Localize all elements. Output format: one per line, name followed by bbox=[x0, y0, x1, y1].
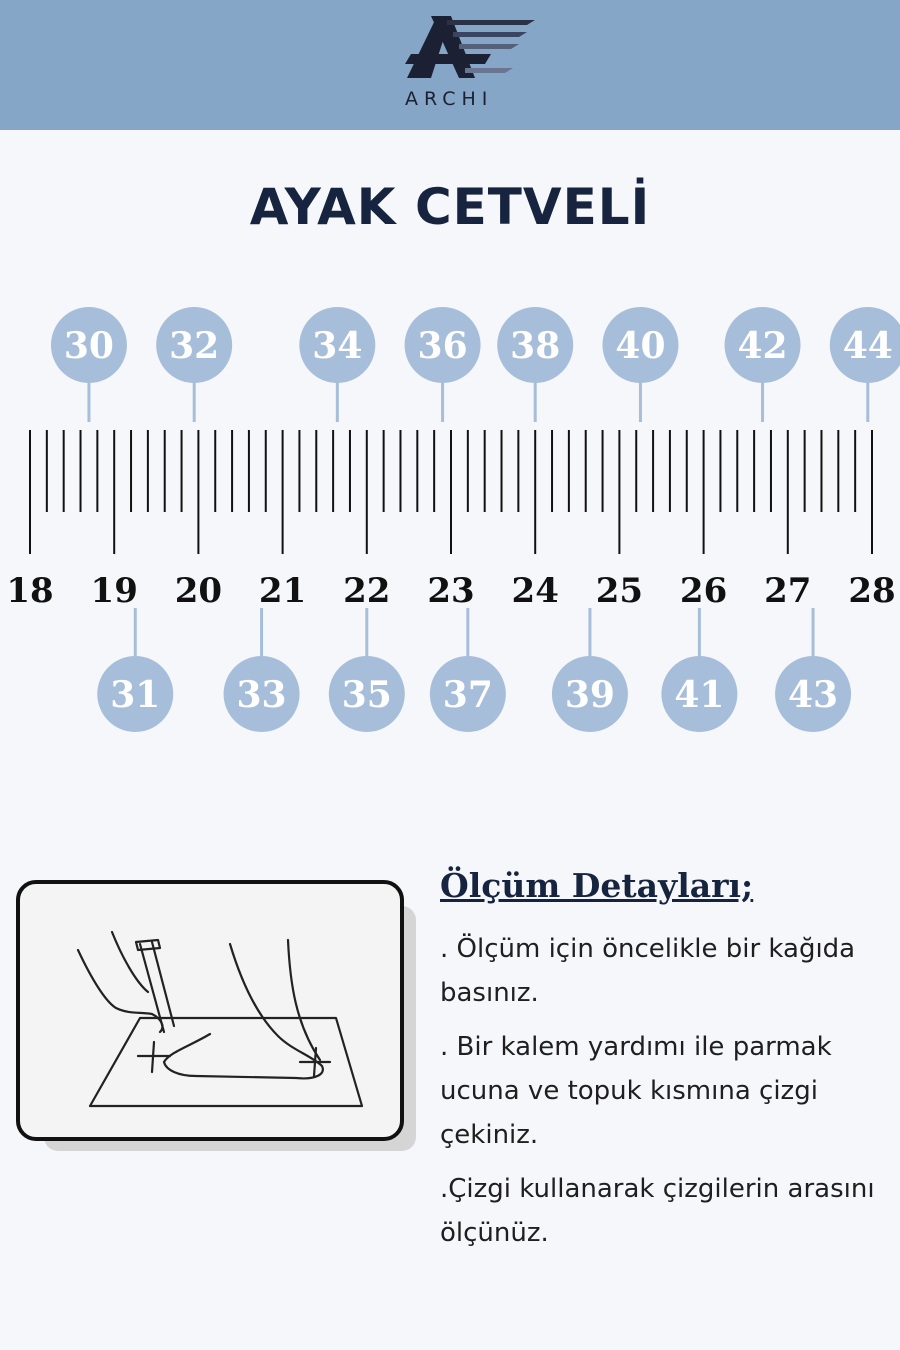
brand-logo bbox=[395, 8, 545, 113]
foot-ruler bbox=[0, 290, 900, 750]
archi-logo-icon bbox=[395, 8, 545, 88]
step-2: . Bir kalem yardımı ile parmak ucuna ve topuk kısmına çizgi çekiniz. bbox=[440, 1032, 832, 1150]
size-label: 44 bbox=[842, 325, 893, 367]
cm-label: 23 bbox=[427, 571, 475, 611]
size-label: 33 bbox=[236, 674, 287, 716]
size-label: 38 bbox=[510, 325, 561, 367]
size-label: 36 bbox=[417, 325, 468, 367]
cm-label: 20 bbox=[174, 571, 223, 611]
size-label: 42 bbox=[737, 325, 788, 367]
step-1: . Ölçüm için öncelikle bir kağıda basınız. bbox=[440, 934, 856, 1008]
cm-label: 28 bbox=[848, 571, 896, 611]
cm-label: 27 bbox=[764, 571, 812, 611]
size-label: 40 bbox=[615, 325, 666, 367]
cm-label: 19 bbox=[90, 571, 138, 611]
size-label: 34 bbox=[312, 325, 363, 367]
page-title: AYAK CETVELİ bbox=[249, 178, 651, 236]
foot-measuring-illustration bbox=[20, 884, 400, 1137]
size-label: 43 bbox=[788, 674, 839, 716]
measurement-details bbox=[440, 866, 890, 1265]
cm-label: 22 bbox=[343, 571, 391, 611]
header-banner bbox=[0, 0, 900, 130]
step-3: .Çizgi kullanarak çizgilerin arasını ölçünüz. bbox=[440, 1174, 875, 1248]
size-label: 41 bbox=[674, 674, 725, 716]
size-label: 32 bbox=[169, 325, 220, 367]
cm-label: 26 bbox=[679, 571, 728, 611]
size-label: 35 bbox=[341, 674, 392, 716]
size-label: 37 bbox=[442, 674, 493, 716]
details-title: Ölçüm Detayları; bbox=[440, 866, 754, 905]
cm-label: 25 bbox=[595, 571, 644, 611]
size-label: 30 bbox=[63, 325, 114, 367]
size-label: 39 bbox=[564, 674, 615, 716]
brand-name: ARCHI bbox=[405, 88, 494, 110]
cm-label: 21 bbox=[258, 571, 307, 611]
size-label: 31 bbox=[110, 674, 161, 716]
cm-label: 18 bbox=[6, 571, 54, 611]
cm-label: 24 bbox=[511, 571, 559, 611]
